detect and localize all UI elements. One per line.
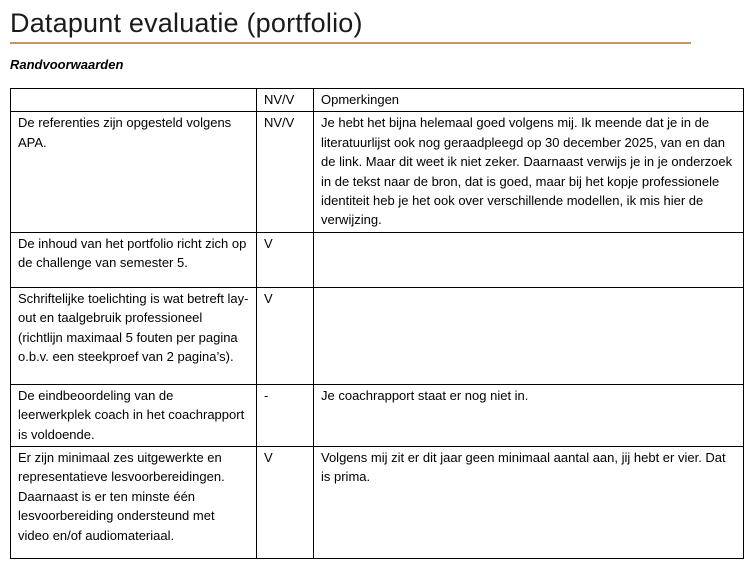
page-title: Datapunt evaluatie (portfolio)	[10, 8, 363, 38]
status-cell: V	[257, 232, 314, 287]
header-cell-status: NV/V	[257, 89, 314, 112]
table-row	[11, 232, 744, 287]
evaluation-table	[10, 88, 744, 559]
remark-cell	[314, 232, 744, 287]
remark-cell: Volgens mij zit er dit jaar geen minimaal aantal aan, jij hebt er vier. Dat is prima.	[314, 447, 744, 559]
status-cell: V	[257, 447, 314, 559]
title-underline-rule	[10, 42, 691, 44]
criterion-cell: De eindbeoordeling van de leerwerkplek coach in het coachrapport is voldoende.	[11, 384, 257, 446]
remark-cell: Je hebt het bijna helemaal goed volgens mij. Ik meende dat je in de literatuurlijst ook nog geraadpleegd op 30 december 2025, van en dan de link. Maar dit weet ik niet zeker. Daarnaast verwijs je in je onderzoek in de tekst naar de bron, dat is goed, maar bij het kopje professionele identiteit heb je het ook over verschillende modellen, ik mis hier de verwijzing.	[314, 112, 744, 232]
criterion-cell: Schriftelijke toelichting is wat betreft lay-out en taalgebruik professioneel (richtlijn maximaal 5 fouten per pagina o.b.v. een steekproef van 2 pagina’s).	[11, 287, 257, 384]
status-cell: NV/V	[257, 112, 314, 232]
table-row	[11, 112, 744, 232]
table-row	[11, 447, 744, 559]
table-header-row	[11, 89, 744, 112]
status-cell: V	[257, 287, 314, 384]
criterion-cell: De inhoud van het portfolio richt zich op de challenge van semester 5.	[11, 232, 257, 287]
remark-cell: Je coachrapport staat er nog niet in.	[314, 384, 744, 446]
table-row	[11, 384, 744, 446]
remark-cell	[314, 287, 744, 384]
table-row	[11, 287, 744, 384]
header-cell-remarks: Opmerkingen	[314, 89, 744, 112]
criterion-cell: De referenties zijn opgesteld volgens APA.	[11, 112, 257, 232]
criterion-cell: Er zijn minimaal zes uitgewerkte en representatieve lesvoorbereidingen. Daarnaast is er ten minste één lesvoorbereiding ondersteund met video en/of audiomateriaal.	[11, 447, 257, 559]
header-cell-criterion	[11, 89, 257, 112]
status-cell: -	[257, 384, 314, 446]
section-heading: Randvoorwaarden	[10, 57, 124, 72]
